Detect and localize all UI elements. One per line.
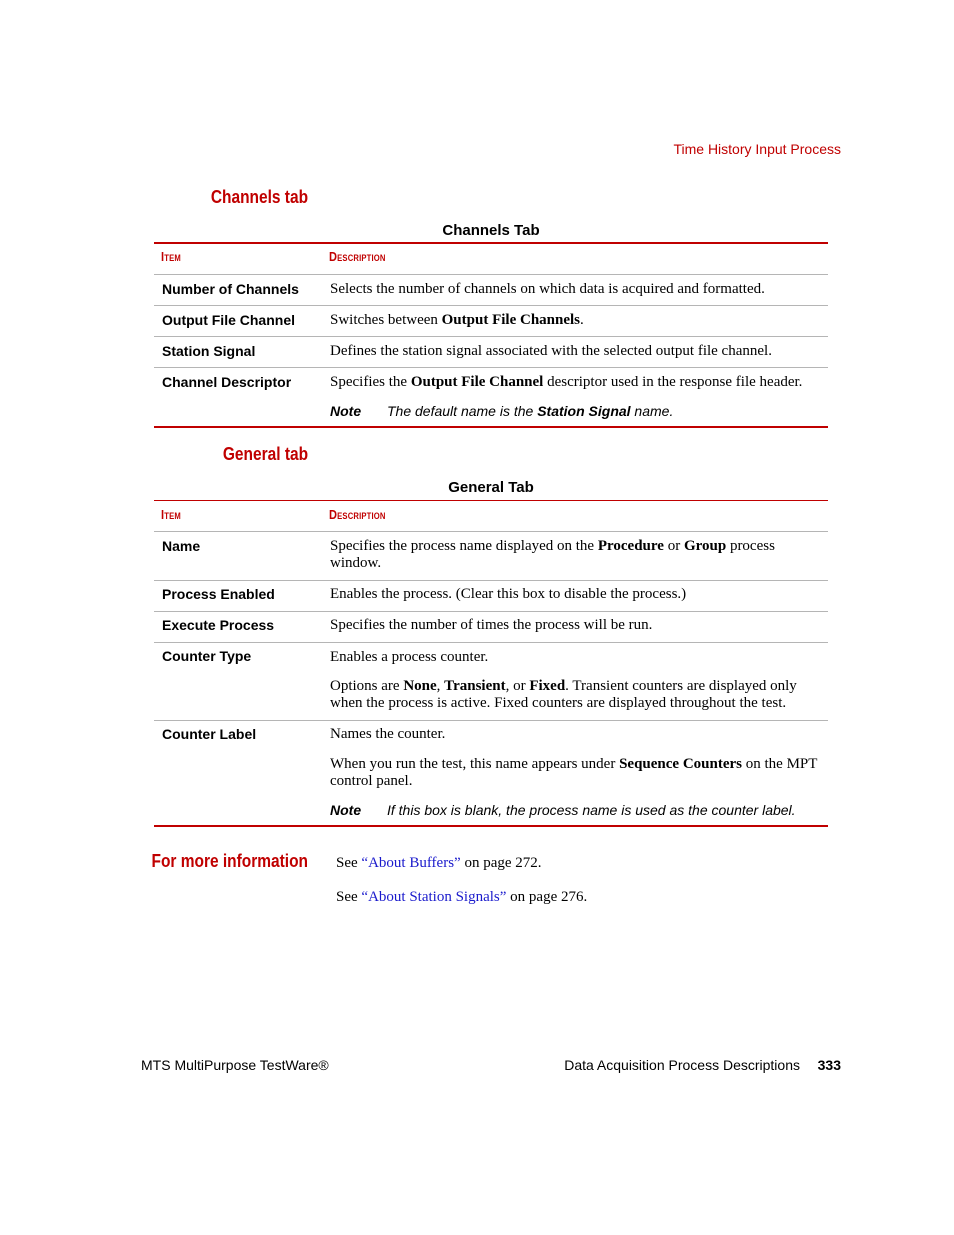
- note-text: The default name is the Station Signal name.: [387, 403, 674, 419]
- table-row-description: Enables the process. (Clear this box to disable the process.): [330, 586, 687, 602]
- row-divider: [154, 336, 828, 337]
- table-row-item: Name: [162, 538, 201, 554]
- table-row-item: Station Signal: [162, 343, 256, 359]
- table-top-rule: [154, 242, 828, 244]
- channels-tab-heading: Channels tab: [210, 187, 308, 207]
- row-divider: [154, 531, 828, 532]
- table-row-item: Number of Channels: [162, 281, 299, 297]
- table-row-description: Specifies the number of times the process will be run.: [330, 617, 653, 633]
- column-header-item: Item: [161, 249, 181, 264]
- table-row-description: Defines the station signal associated with the selected output file channel.: [330, 343, 772, 359]
- table-row-description: Switches between Output File Channels.: [330, 312, 584, 328]
- table-row-description: Specifies the process name displayed on the Procedure or Group process window.: [330, 538, 775, 571]
- about-buffers-link[interactable]: “About Buffers”: [361, 855, 461, 871]
- more-info-line: See “About Buffers” on page 272.: [336, 855, 542, 871]
- running-head: Time History Input Process: [673, 141, 841, 157]
- table-row-item: Execute Process: [162, 617, 275, 633]
- more-info-heading: For more information: [151, 851, 308, 871]
- row-divider: [154, 580, 828, 581]
- table-row-item: Process Enabled: [162, 586, 275, 602]
- general-table-caption: General Tab: [448, 479, 534, 496]
- footer-product-name: MTS MultiPurpose TestWare®: [141, 1057, 329, 1073]
- column-header-description: Description: [329, 249, 386, 264]
- general-tab-heading: General tab: [222, 444, 308, 464]
- about-station-signals-link[interactable]: “About Station Signals”: [361, 889, 507, 905]
- table-bottom-rule: [154, 426, 828, 428]
- table-top-rule: [154, 500, 828, 501]
- table-row-item: Counter Label: [162, 726, 257, 742]
- column-header-item: Item: [161, 507, 181, 522]
- row-divider: [154, 611, 828, 612]
- row-divider: [154, 305, 828, 306]
- row-divider: [154, 720, 828, 721]
- table-bottom-rule: [154, 825, 828, 827]
- note-label: Note: [330, 802, 362, 818]
- channels-table-caption: Channels Tab: [442, 222, 540, 239]
- table-row-description-paragraph: Options are None, Transient, or Fixed. Transient counters are displayed only when the process is active. Fixed counters are displayed throughout the test.: [330, 678, 797, 711]
- table-row-description: Selects the number of channels on which data is acquired and formatted.: [330, 281, 765, 297]
- footer-page-number: 333: [817, 1057, 841, 1073]
- table-row-description: Names the counter.: [330, 726, 446, 742]
- note-text: If this box is blank, the process name is used as the counter label.: [387, 802, 796, 818]
- more-info-line: See “About Station Signals” on page 276.: [336, 889, 588, 905]
- table-row-item: Channel Descriptor: [162, 374, 292, 390]
- row-divider: [154, 367, 828, 368]
- footer-chapter-title: Data Acquisition Process Descriptions: [564, 1057, 800, 1073]
- table-row-description: Enables a process counter.: [330, 649, 489, 665]
- row-divider: [154, 274, 828, 275]
- table-row-description: Specifies the Output File Channel descriptor used in the response file header.: [330, 374, 803, 390]
- table-row-item: Counter Type: [162, 648, 252, 664]
- table-row-description-paragraph: When you run the test, this name appears under Sequence Counters on the MPT control panel.: [330, 756, 818, 789]
- table-row-item: Output File Channel: [162, 312, 295, 328]
- note-label: Note: [330, 403, 362, 419]
- row-divider: [154, 642, 828, 643]
- column-header-description: Description: [329, 507, 386, 522]
